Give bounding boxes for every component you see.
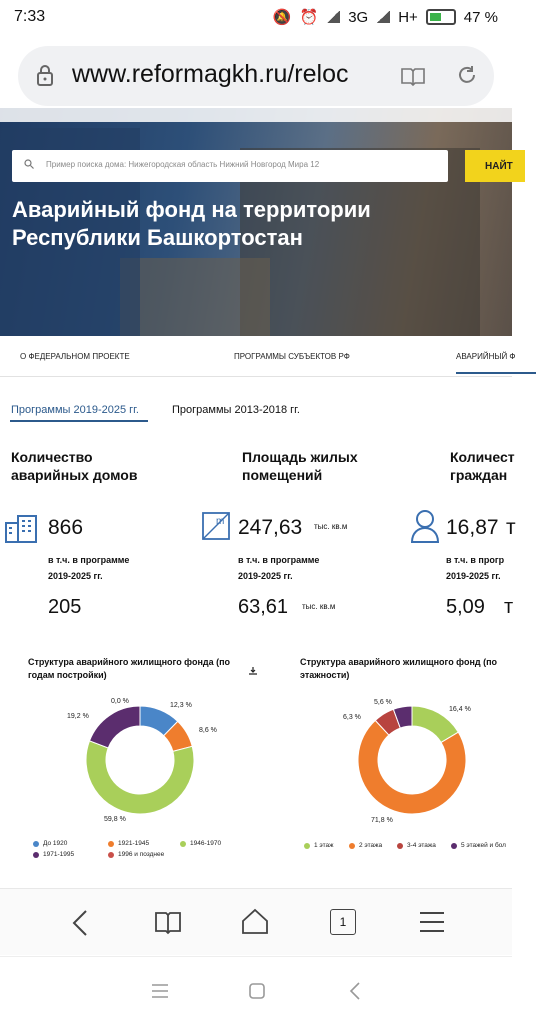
area-icon xyxy=(200,510,232,542)
buildings-icon xyxy=(4,513,38,543)
stat-houses-title: Количество аварийных домов xyxy=(11,449,138,483)
legend-item[interactable] xyxy=(304,842,333,849)
tab-programs-2013-2018[interactable]: Программы 2013-2018 гг. xyxy=(172,404,300,416)
legend-item[interactable] xyxy=(108,840,149,847)
legend-label: 1921-1945 xyxy=(118,840,150,847)
legend-dot xyxy=(33,841,39,847)
find-button[interactable]: НАЙТ xyxy=(465,150,525,182)
chart-floors-title: Структура аварийного жилищного фонд (по этажности) xyxy=(300,657,498,680)
address-bar[interactable] xyxy=(18,46,494,106)
chart-year-label-5: 0,0 % xyxy=(111,698,129,705)
recents-menu-icon[interactable] xyxy=(151,983,169,999)
legend-dot xyxy=(33,852,39,858)
legend-label: До 1920 xyxy=(43,840,68,847)
chart-floors-label-2: 71,8 % xyxy=(371,817,393,824)
site-top-nav xyxy=(0,108,512,122)
chart-floors-donut xyxy=(352,700,472,820)
browser-toolbar xyxy=(0,888,512,955)
search-input[interactable]: Пример поиска дома: Нижегородская область Нижний Новгород Мира 12 xyxy=(46,160,320,169)
chart-floors-label-3: 6,3 % xyxy=(343,714,361,721)
stat-houses-sub: в т.ч. в программе 2019-2025 гг. xyxy=(48,555,130,581)
system-nav-bar xyxy=(0,956,512,1025)
tabs-count: 1 xyxy=(339,915,347,929)
legend-item[interactable] xyxy=(451,842,506,849)
chart-year-label-1: 12,3 % xyxy=(170,702,192,709)
stat-citizens-title: Количест граждан xyxy=(450,449,515,483)
legend-label: 1971-1995 xyxy=(43,851,75,858)
house-search-box[interactable] xyxy=(12,150,448,182)
person-icon xyxy=(410,508,440,544)
page-title: Аварийный фонд на территории Республики Башкортостан xyxy=(12,197,371,250)
reader-mode-icon[interactable] xyxy=(400,66,426,86)
legend-label: 1 этаж xyxy=(314,842,334,849)
battery-level: 47 % xyxy=(463,8,498,26)
stat-citizens-value2: 5,09 xyxy=(446,596,485,618)
stat-area-value2: 63,61 xyxy=(238,596,289,618)
stat-citizens-sub: в т.ч. в прогр 2019-2025 гг. xyxy=(446,555,505,581)
legend-dot xyxy=(304,843,310,849)
legend-item[interactable] xyxy=(33,851,74,858)
legend-dot xyxy=(180,841,186,847)
tab-programs-2019-2025[interactable]: Программы 2019-2025 гг. xyxy=(11,404,139,416)
menu-icon[interactable] xyxy=(419,911,445,933)
chart-year-label-3: 59,8 % xyxy=(104,816,126,823)
stat-citizens-unit2: т xyxy=(504,596,514,618)
back-icon[interactable] xyxy=(70,909,90,937)
legend-item[interactable] xyxy=(349,842,382,849)
legend-label: 1996 и позднее xyxy=(118,851,165,858)
stat-houses-value2: 205 xyxy=(48,596,82,618)
status-bar xyxy=(0,0,512,34)
legend-label: 1946-1970 xyxy=(190,840,222,847)
tabs-counter-button[interactable] xyxy=(330,909,356,935)
legend-item[interactable] xyxy=(180,840,221,847)
hero-banner xyxy=(0,108,512,336)
tab-emergency-fund[interactable]: АВАРИЙНЫЙ Ф xyxy=(456,352,516,361)
status-icons xyxy=(273,8,498,26)
legend-label: 2 этажа xyxy=(359,842,383,849)
legend-item[interactable] xyxy=(108,851,164,858)
reload-icon[interactable] xyxy=(456,64,478,86)
network-type-2: H+ xyxy=(398,8,418,26)
legend-label: 5 этажей и бол xyxy=(461,842,506,849)
system-back-icon[interactable] xyxy=(349,981,361,1001)
stat-area-sub: в т.ч. в программе 2019-2025 гг. xyxy=(238,555,320,581)
legend-dot xyxy=(108,841,114,847)
chart-year-label-2: 8,6 % xyxy=(199,727,217,734)
network-type: 3G xyxy=(348,8,369,26)
section-tabs xyxy=(0,336,516,377)
stat-citizens-unit: т xyxy=(506,516,516,539)
chart-floors-label-1: 16,4 % xyxy=(449,706,471,713)
bookmarks-icon[interactable] xyxy=(154,911,182,933)
chart-year-donut xyxy=(80,700,200,820)
home-icon[interactable] xyxy=(241,907,269,935)
search-icon xyxy=(24,159,34,169)
rubble-silhouette xyxy=(120,258,270,336)
legend-dot xyxy=(397,843,403,849)
lock-icon xyxy=(36,64,54,86)
tab-subject-programs[interactable]: ПРОГРАММЫ СУБЪЕКТОВ РФ xyxy=(234,352,350,361)
stat-area-unit2: тыс. кв.м xyxy=(302,602,336,611)
chart-year-label-4: 19,2 % xyxy=(67,713,89,720)
chart-year-title: Структура аварийного жилищного фонда (по годам постройки) xyxy=(28,657,231,680)
legend-label: 3-4 этажа xyxy=(407,842,436,849)
stat-citizens-value: 16,87 xyxy=(446,516,499,539)
alarm-icon: ⏰ xyxy=(299,9,319,26)
battery-icon xyxy=(426,9,456,25)
chart-year-slice[interactable] xyxy=(90,706,140,748)
download-icon[interactable] xyxy=(248,666,258,676)
legend-dot xyxy=(349,843,355,849)
tab-federal-project[interactable]: О ФЕДЕРАЛЬНОМ ПРОЕКТЕ xyxy=(20,352,130,361)
stat-houses-value: 866 xyxy=(48,516,84,539)
system-home-icon[interactable] xyxy=(248,982,266,1000)
chart-floors-label-4: 5,6 % xyxy=(374,699,392,706)
stat-area-value: 247,63 xyxy=(238,516,303,539)
signal-icon-2 xyxy=(376,11,390,23)
legend-item[interactable] xyxy=(397,842,436,849)
status-time: 7:33 xyxy=(14,8,46,25)
stat-area-unit: тыс. кв.м xyxy=(314,522,348,531)
stat-area-title: Площадь жилых помещений xyxy=(242,449,358,483)
legend-dot xyxy=(108,852,114,858)
url-text[interactable]: www.reformagkh.ru/reloc xyxy=(72,60,349,88)
chart-year-slice[interactable] xyxy=(86,741,194,814)
legend-dot xyxy=(451,843,457,849)
signal-icon xyxy=(326,11,340,23)
svg-text:m: m xyxy=(216,516,225,527)
legend-item[interactable] xyxy=(33,840,67,847)
mute-icon: 🔕 xyxy=(272,9,292,26)
subtab-underline xyxy=(10,420,148,422)
